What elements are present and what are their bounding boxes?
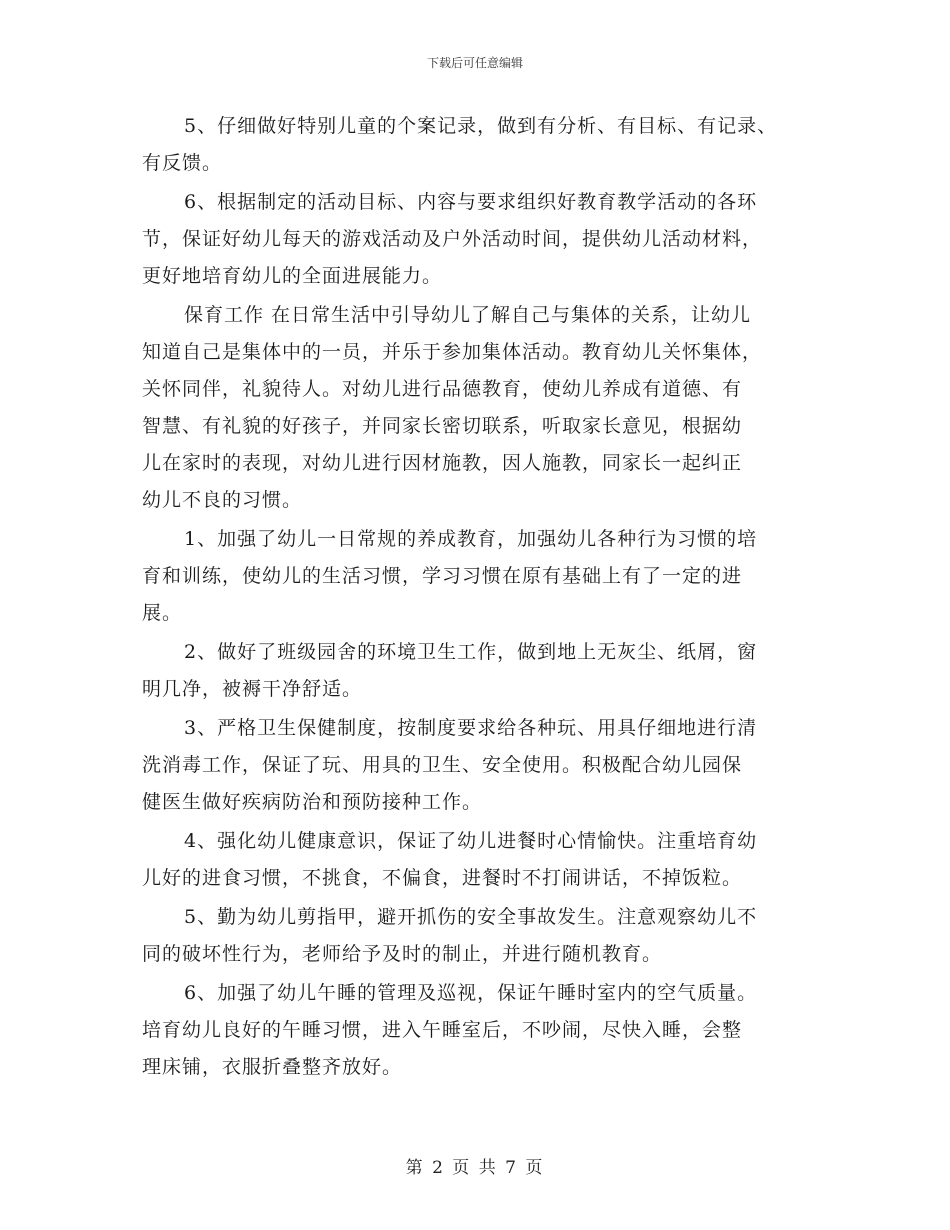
text-line: 知道自己是集体中的一员，并乐于参加集体活动。教育幼儿关怀集体，: [142, 341, 763, 363]
paragraph: [142, 975, 832, 1086]
text-line: 儿好的进食习惯，不挑食，不偏食，进餐时不打闹讲话，不掉饭粒。: [142, 867, 743, 889]
paragraph: [142, 108, 832, 182]
paragraph: [142, 521, 832, 632]
paragraph: [142, 297, 832, 519]
text-line: 2、做好了班级园舍的环境卫生工作，做到地上无灰尘、纸屑，窗: [184, 641, 758, 663]
paragraph: [142, 710, 832, 821]
text-line: 培育幼儿良好的午睡习惯，进入午睡室后，不吵闹，尽快入睡，会整: [142, 1019, 743, 1041]
paragraph: [142, 823, 832, 897]
paragraph: [142, 899, 832, 973]
text-line: 保育工作 在日常生活中引导幼儿了解自己与集体的关系，让幼儿: [184, 304, 752, 326]
document-body: [142, 108, 832, 1088]
text-line: 6、加强了幼儿午睡的管理及巡视，保证午睡时室内的空气质量。: [184, 982, 758, 1004]
text-line: 3、严格卫生保健制度，按制度要求给各种玩、用具仔细地进行清: [184, 717, 758, 739]
text-line: 6、根据制定的活动目标、内容与要求组织好教育教学活动的各环: [184, 191, 758, 213]
text-line: 1、加强了幼儿一日常规的养成教育，加强幼儿各种行为习惯的培: [184, 528, 758, 550]
text-line: 同的破坏性行为，老师给予及时的制止，并进行随机教育。: [142, 943, 663, 965]
text-line: 5、仔细做好特别儿童的个案记录，做到有分析、有目标、有记录、: [184, 115, 778, 137]
text-line: 幼儿不良的习惯。: [142, 489, 303, 511]
text-line: 5、勤为幼儿剪指甲，避开抓伤的安全事故发生。注意观察幼儿不: [184, 906, 758, 928]
text-line: 智慧、有礼貌的好孩子，并同家长密切联系，听取家长意见，根据幼: [142, 415, 743, 437]
text-line: 展。: [142, 602, 183, 624]
text-line: 更好地培育幼儿的全面进展能力。: [142, 265, 443, 287]
text-line: 洗消毒工作，保证了玩、用具的卫生、安全使用。积极配合幼儿园保: [142, 754, 743, 776]
paragraph: [142, 634, 832, 708]
text-line: 理床铺，衣服折叠整齐放好。: [142, 1056, 403, 1078]
text-line: 有反馈。: [142, 152, 223, 174]
page-number-footer: 第 2 页 共 7 页: [405, 1158, 545, 1178]
text-line: 关怀同伴，礼貌待人。对幼儿进行品德教育，使幼儿养成有道德、有: [142, 378, 743, 400]
page-header: 下载后可任意编辑: [426, 56, 523, 70]
text-line: 健医生做好疾病防治和预防接种工作。: [142, 791, 483, 813]
paragraph: [142, 184, 832, 295]
text-line: 儿在家时的表现，对幼儿进行因材施教，因人施教，同家长一起纠正: [142, 452, 743, 474]
text-line: 明几净，被褥干净舒适。: [142, 678, 363, 700]
text-line: 节，保证好幼儿每天的游戏活动及户外活动时间，提供幼儿活动材料，: [142, 228, 763, 250]
text-line: 育和训练，使幼儿的生活习惯，学习习惯在原有基础上有了一定的进: [142, 565, 743, 587]
text-line: 4、强化幼儿健康意识，保证了幼儿进餐时心情愉快。注重培育幼: [184, 830, 758, 852]
